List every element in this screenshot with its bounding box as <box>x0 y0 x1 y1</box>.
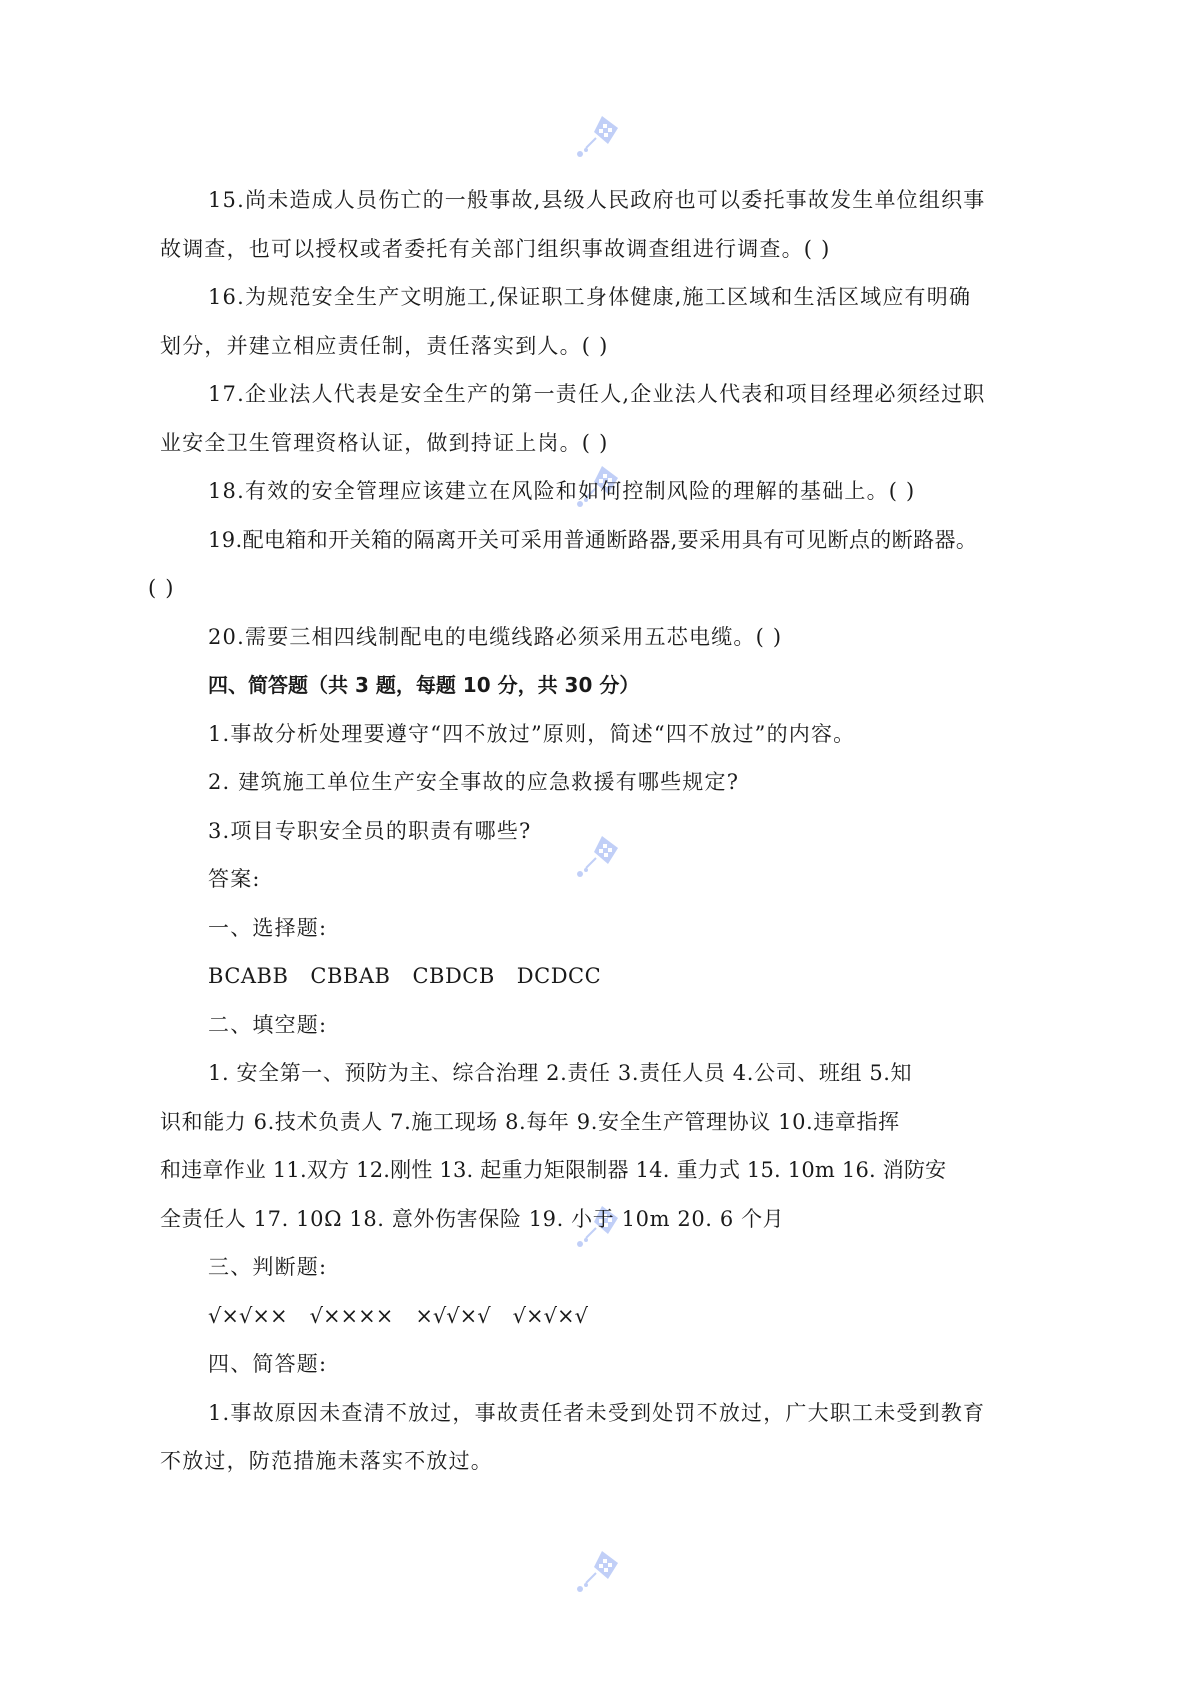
answer-fill-line: 和违章作业 11.双方 12.刚性 13. 起重力矩限制器 14. 重力式 15. 10m 16. 消防安 <box>160 1158 947 1182</box>
kite-logo-watermark-icon <box>572 110 624 162</box>
answer-short-heading: 四、简答题: <box>208 1352 328 1376</box>
question-line: 15.尚未造成人员伤亡的一般事故,县级人民政府也可以委托事故发生单位组织事 <box>208 188 986 212</box>
short-answer-question-3: 3.项目专职安全员的职责有哪些? <box>208 818 532 843</box>
answers-label: 答案: <box>208 867 261 891</box>
question-line: 20.需要三相四线制配电的电缆线路必须采用五芯电缆。( ) <box>208 624 783 649</box>
answer-fill-heading: 二、填空题: <box>208 1012 328 1037</box>
judge-group: √×√×√ <box>512 1303 589 1328</box>
judgement-question-17 <box>160 370 1052 467</box>
answer-choice-heading: 一、选择题: <box>208 915 328 940</box>
question-line: 17.企业法人代表是安全生产的第一责任人,企业法人代表和项目经理必须经过职 <box>208 382 986 406</box>
short-answer-question-1: 1.事故分析处理要遵守“四不放过”原则，简述“四不放过”的内容。 <box>208 721 856 746</box>
question-line: 业安全卫生管理资格认证，做到持证上岗。( ) <box>160 430 609 455</box>
judge-group: √×××× <box>309 1303 394 1328</box>
answer-judge-heading: 三、判断题: <box>208 1255 328 1279</box>
answer-fill-line: 识和能力 6.技术负责人 7.施工现场 8.每年 9.安全生产管理协议 10.违章指挥 <box>160 1109 900 1134</box>
choice-group: DCDCC <box>516 964 602 988</box>
document-body <box>148 176 1052 1486</box>
question-line: 18.有效的安全管理应该建立在风险和如何控制风险的理解的基础上。( ) <box>208 479 916 503</box>
judgement-question-18 <box>160 467 1052 516</box>
kite-logo-watermark-icon <box>572 1545 624 1597</box>
judge-group: √×√×× <box>208 1303 288 1328</box>
answer-short-line: 1.事故原因未查清不放过，事故责任者未受到处罚不放过，广大职工未受到教育 <box>208 1400 986 1425</box>
judge-group: ×√√×√ <box>415 1303 491 1328</box>
choice-group: CBDCB <box>412 964 495 988</box>
judgement-question-20 <box>160 613 1052 662</box>
choice-group: CBBAB <box>310 964 391 988</box>
judgement-question-16 <box>160 273 1052 370</box>
judgement-question-15 <box>160 176 1052 273</box>
answer-judge-groups <box>160 1292 1052 1341</box>
short-answer-question-2: 2. 建筑施工单位生产安全事故的应急救援有哪些规定? <box>208 770 740 794</box>
question-line: 划分，并建立相应责任制，责任落实到人。( ) <box>160 333 609 358</box>
answer-fill-line: 1. 安全第一、预防为主、综合治理 2.责任 3.责任人员 4.公司、班组 5.知 <box>208 1061 913 1085</box>
answer-short-line: 不放过，防范措施未落实不放过。 <box>160 1449 493 1473</box>
answer-choice-groups <box>160 952 1052 1001</box>
choice-group: BCABB <box>208 964 289 988</box>
question-line: 16.为规范安全生产文明施工,保证职工身体健康,施工区域和生活区域应有明确 <box>208 285 972 309</box>
question-line: ( ) <box>148 576 175 600</box>
question-line: 19.配电箱和开关箱的隔离开关可采用普通断路器,要采用具有可见断点的断路器。 <box>208 527 978 552</box>
question-line: 故调查，也可以授权或者委托有关部门组织事故调查组进行调查。( ) <box>160 236 831 261</box>
judgement-question-19 <box>148 516 1052 613</box>
section-heading-short-answer: 四、简答题（共 3 题，每题 10 分，共 30 分） <box>208 673 640 697</box>
answer-fill-line: 全责任人 17. 10Ω 18. 意外伤害保险 19. 小于 10m 20. 6 个月 <box>160 1206 785 1231</box>
